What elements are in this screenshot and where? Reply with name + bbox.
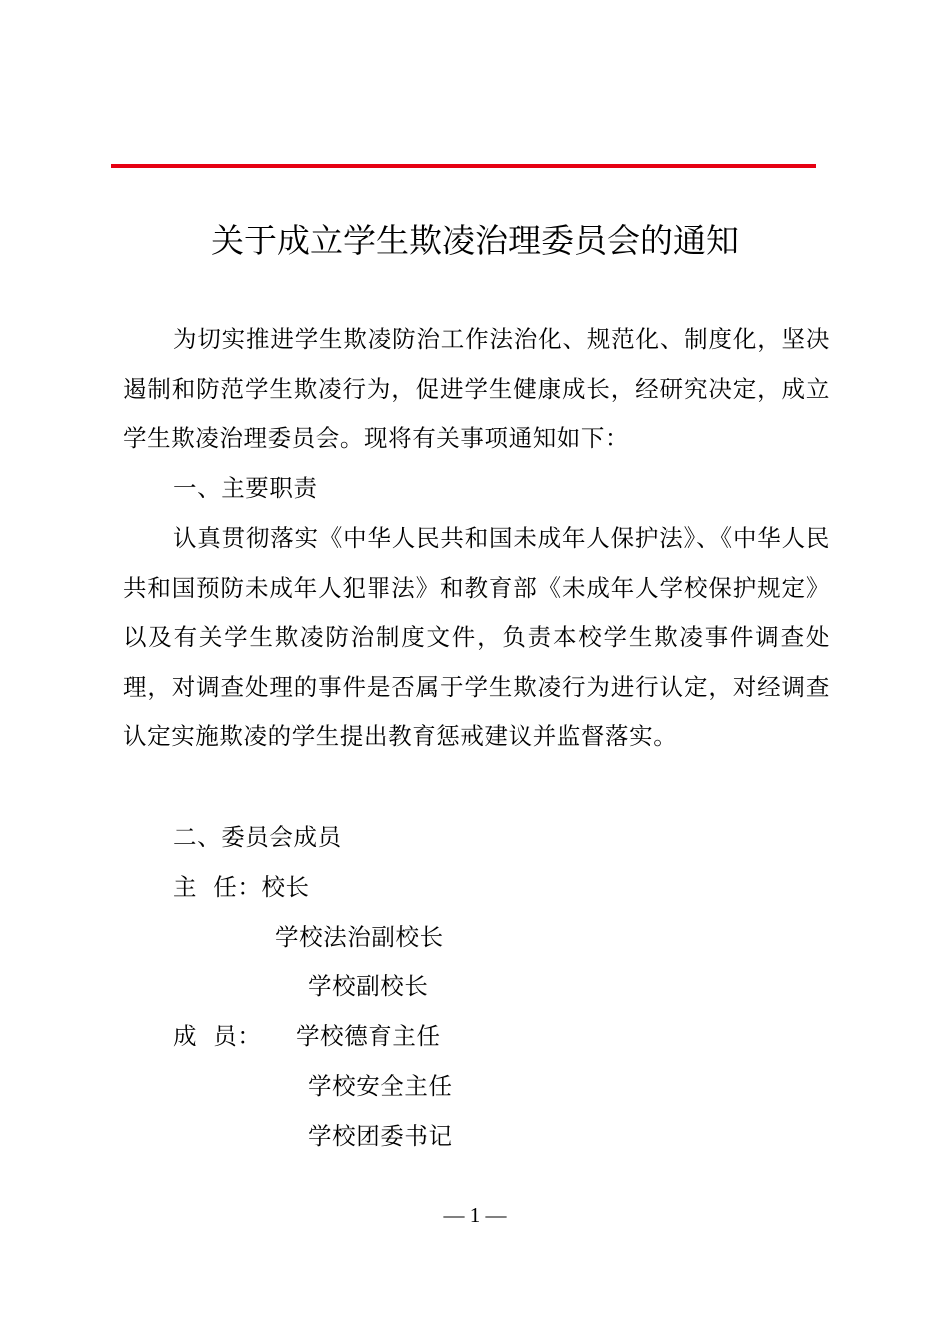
page-number: — 1 — (443, 1203, 507, 1227)
document-title: 关于成立学生欺凌治理委员会的通知 (211, 221, 739, 260)
intro-paragraph: 为切实推进学生欺凌防治工作法治化、规范化、制度化，坚决遏制和防范学生欺凌行为，促进学生健康成长，经研究决定，成立学生欺凌治理委员会。现将有关事项通知如下： (123, 325, 830, 453)
director-label (173, 863, 310, 913)
director-1: 校长 (261, 873, 310, 901)
header-red-rule (111, 164, 816, 168)
member-2: 学校安全主任 (308, 1072, 453, 1100)
duties-paragraph: 认真贯彻落实《中华人民共和国未成年人保护法》、《中华人民共和国预防未成年人犯罪法》和教育部《未成年人学校保护规定》以及有关学生欺凌防治制度文件，负责本校学生欺凌事件调查处理，对调查处理的事件是否属于学生欺凌行为进行认定，对经调查认定实施欺凌的学生提出教育惩戒建议并监督落实。 (123, 524, 830, 751)
director-3: 学校副校长 (308, 972, 429, 1000)
section-heading-members: 二、委员会成员 (173, 823, 342, 851)
section-heading-duties: 一、主要职责 (173, 474, 318, 502)
members-label: 成 员： (173, 1022, 262, 1050)
director-2: 学校法治副校长 (275, 923, 444, 951)
member-3: 学校团委书记 (308, 1122, 453, 1150)
director-label-text: 主 任： (173, 873, 262, 901)
member-1: 学校德育主任 (296, 1022, 441, 1050)
